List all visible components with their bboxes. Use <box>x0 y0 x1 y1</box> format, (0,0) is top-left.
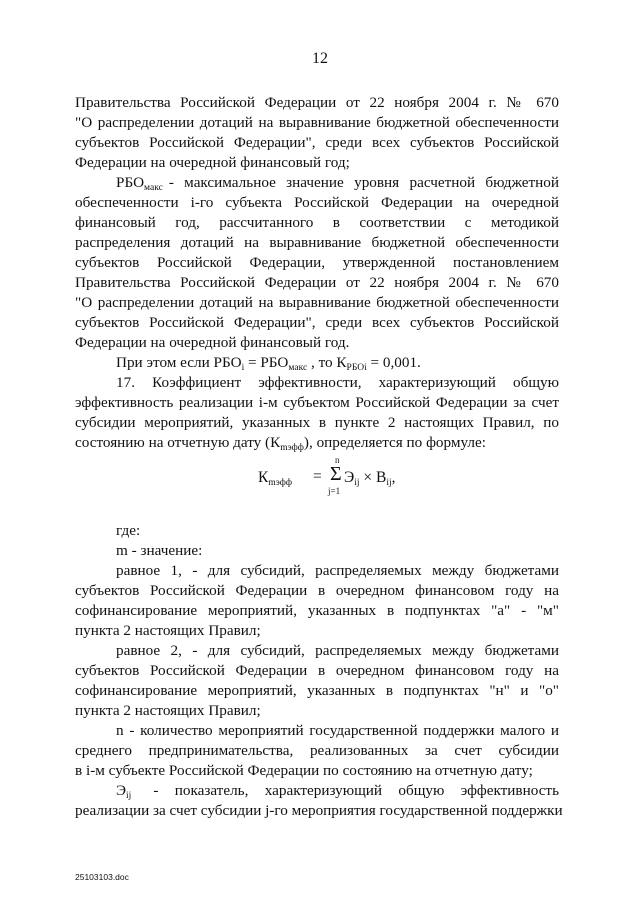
text-line: субъектов Российской Федерации", среди всех субъектов Российской <box>75 314 559 331</box>
text-line: Правительства Российской Федерации от 22 ноября 2004 г. № 670 <box>75 274 559 291</box>
rbo-max-subscript: макс <box>144 183 163 193</box>
text-line: в i-м субъекте Российской Федерации по состоянию на отчетную дату; <box>75 762 533 779</box>
sum-sigma: Σ <box>330 463 342 485</box>
text-line: "О распределении дотаций на выравнивание бюджетной обеспеченности <box>75 114 559 131</box>
text-line: равное 2, - для субсидий, распределяемых между бюджетами <box>116 642 559 659</box>
text-line: Федерации на очередной финансовый год. <box>75 334 350 351</box>
formula-terms: $Э_{ij} \times В_{ij}$, <box>344 469 396 488</box>
text-line: равное 1, - для субсидий, распределяемых между бюджетами <box>116 562 559 579</box>
text-line: Правительства Российской Федерации от 22 ноября 2004 г. № 670 <box>75 94 559 111</box>
page-number: 12 <box>312 50 328 67</box>
text-line: субъектов Российской Федерации в очередном финансовом году на <box>75 662 559 679</box>
text-line: субсидии мероприятий, указанных в пункте 2 настоящих Правил, по <box>75 414 559 431</box>
rbo-symbol: РБО <box>116 174 145 191</box>
efficiency-formula <box>258 455 518 515</box>
e-subscript: ij <box>126 791 132 801</box>
text-line: среднего предпринимательства, реализованных за счет субсидии <box>75 742 559 759</box>
text-line: реализации за счет субсидии j-го мероприятия государственной поддержки <box>75 802 563 819</box>
text-line: пункта 2 настоящих Правил; <box>75 702 261 719</box>
date-formula-line: состоянию на отчетную дату $(К_{mэфф})$, определяется по формуле: <box>75 434 486 453</box>
text-line: софинансирование мероприятий, указанных в подпунктах "н" и "о" <box>75 682 559 699</box>
text-line: - максимальное значение уровня расчетной бюджетной <box>168 174 559 191</box>
text-line: субъектов Российской Федерации в очередном финансовом году на <box>75 582 559 599</box>
text-line: "О распределении дотаций на выравнивание бюджетной обеспеченности <box>75 294 559 311</box>
formula-equals: = <box>313 468 322 485</box>
text-line: пункта 2 настоящих Правил; <box>75 622 261 639</box>
sum-upper-limit: n <box>335 455 340 465</box>
text-line: - показатель, характеризующий общую эффективность <box>153 782 559 799</box>
text-line: субъектов Российской Федерации", среди всех субъектов Российской <box>75 134 559 151</box>
text-line: обеспеченности i-го субъекта Российской Федерации на очередной <box>75 194 559 211</box>
text-line: где: <box>116 522 141 539</box>
text-line: Федерации на очередной финансовый год; <box>75 154 350 171</box>
text-line: m - значение: <box>116 542 203 559</box>
text-line: субъектов Российской Федерации, утвержденной постановлением <box>75 254 559 271</box>
sum-lower-limit: j=1 <box>328 486 341 496</box>
text-line: распределения дотаций на выравнивание бюджетной обеспеченности <box>75 234 559 251</box>
text-line: эффективность реализации i-м субъектом Российской Федерации за счет <box>75 394 559 411</box>
text-line: финансовый год, рассчитанного в соответствии с методикой <box>75 214 559 231</box>
text-line: n - количество мероприятий государственной поддержки малого и <box>116 722 559 739</box>
text-line: 17. Коэффициент эффективности, характеризующий общую <box>116 374 559 391</box>
document-filename: 25103103.doc <box>75 872 129 882</box>
text-line: софинансирование мероприятий, указанных в подпунктах "а" - "м" <box>75 602 559 619</box>
rbo-condition-line: При этом если $РБО_i = РБО_{макс}$ , то $К_{РБОi} = 0,001$. <box>116 354 421 373</box>
e-symbol: Э <box>116 782 127 799</box>
formula-k: $К_{mэфф}$ <box>258 469 293 488</box>
